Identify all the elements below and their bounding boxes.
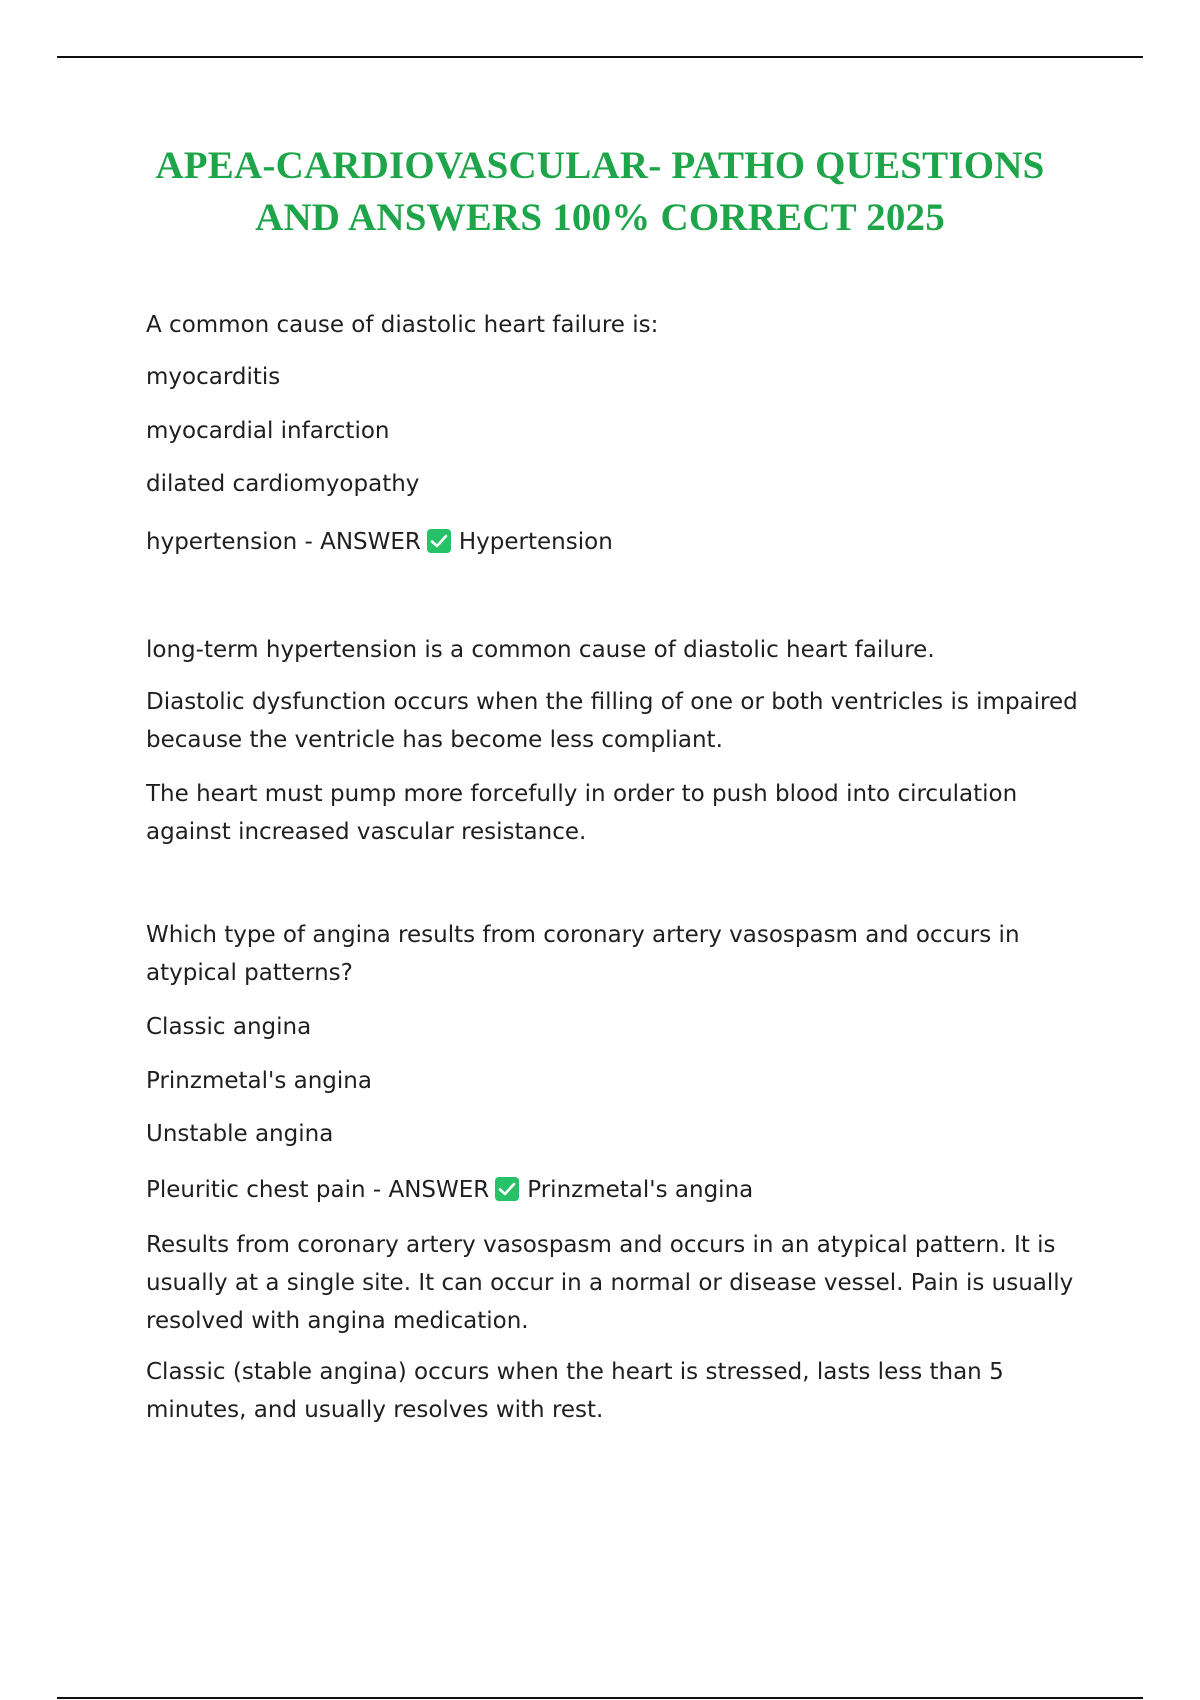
q2-answer-prefix: Pleuritic chest pain - ANSWER bbox=[146, 1177, 490, 1203]
title-line-2: AND ANSWERS 100% CORRECT 2025 bbox=[255, 196, 945, 239]
q1-option-3: dilated cardiomyopathy bbox=[146, 471, 420, 497]
q1-explanation-3: The heart must pump more forcefully in order to push blood into circulation against increased vascular resistance. bbox=[146, 781, 1018, 845]
q1-explanation-1: long-term hypertension is a common cause of diastolic heart failure. bbox=[146, 637, 935, 663]
q1-explanation-2: Diastolic dysfunction occurs when the filling of one or both ventricles is impaired because the ventricle has become less compliant. bbox=[146, 689, 1078, 753]
question-2-text: Which type of angina results from coronary artery vasospasm and occurs in atypical patterns? bbox=[146, 922, 1020, 986]
q2-answer-line bbox=[146, 1171, 1096, 1209]
q1-answer-prefix: hypertension - ANSWER bbox=[146, 529, 421, 555]
q2-option-3: Unstable angina bbox=[146, 1121, 334, 1147]
q1-option-1: myocarditis bbox=[146, 364, 281, 390]
question-1-text: A common cause of diastolic heart failure is: bbox=[146, 312, 659, 338]
q2-answer: Prinzmetal's angina bbox=[527, 1177, 754, 1203]
check-mark-icon bbox=[495, 1177, 519, 1201]
q2-explanation-1: Results from coronary artery vasospasm and occurs in an atypical pattern. It is usually at a single site. It can occur in a normal or disease vessel. Pain is usually resolved with angina medication. bbox=[146, 1232, 1074, 1334]
q1-answer-line bbox=[146, 523, 1096, 561]
check-mark-icon bbox=[427, 529, 451, 553]
bottom-divider bbox=[57, 1697, 1143, 1699]
title-line-1: APEA-CARDIOVASCULAR- PATHO QUESTIONS bbox=[155, 144, 1045, 187]
document-title bbox=[100, 140, 1100, 244]
q2-option-2: Prinzmetal's angina bbox=[146, 1068, 372, 1094]
top-divider bbox=[57, 56, 1143, 58]
q1-answer: Hypertension bbox=[458, 529, 613, 555]
q2-explanation-2: Classic (stable angina) occurs when the heart is stressed, lasts less than 5 minutes, and usually resolves with rest. bbox=[146, 1359, 1004, 1423]
q2-option-1: Classic angina bbox=[146, 1014, 312, 1040]
q1-option-2: myocardial infarction bbox=[146, 418, 390, 444]
